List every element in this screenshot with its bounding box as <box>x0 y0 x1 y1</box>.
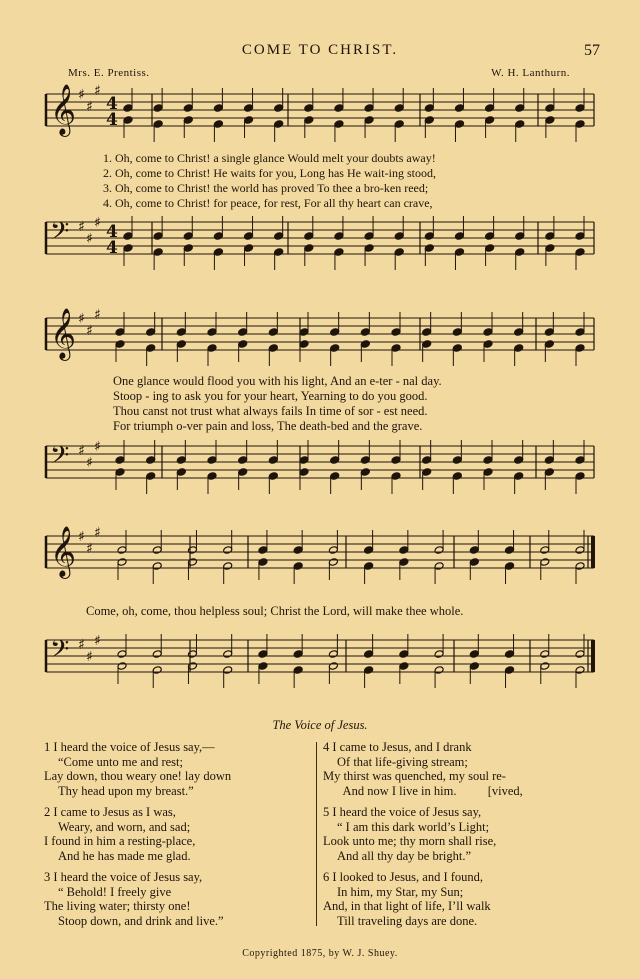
note-head <box>544 340 554 349</box>
copyright-notice: Copyrighted 1875, by W. J. Shuey. <box>242 948 398 959</box>
note-head <box>213 104 223 113</box>
note-head <box>123 232 133 241</box>
note-head <box>360 328 370 337</box>
note-head <box>258 650 268 659</box>
system1-verses <box>103 151 583 211</box>
sharp-icon: ♯ <box>94 525 101 541</box>
note-head <box>207 472 217 481</box>
note-head <box>424 104 434 113</box>
note-head <box>176 328 186 337</box>
note-head <box>394 232 404 241</box>
note-head <box>483 468 493 477</box>
note-head <box>394 104 404 113</box>
note-head <box>452 456 462 465</box>
note-head <box>334 104 344 113</box>
note-head <box>422 468 432 477</box>
sharp-icon: ♯ <box>94 84 101 99</box>
note-head <box>364 116 374 125</box>
note-head <box>258 662 268 671</box>
note-head <box>391 344 401 353</box>
page-number: 57 <box>584 42 600 59</box>
note-head <box>187 662 197 671</box>
note-head <box>330 328 340 337</box>
note-head <box>364 244 374 253</box>
note-head <box>364 650 374 659</box>
note-head <box>540 546 550 555</box>
note-head <box>213 120 223 129</box>
note-head <box>434 666 444 675</box>
poem-stanza: 3 I heard the voice of Jesus say, “ Behold! I freely give The living water; thirsty one! Stoop down, and drink and live.” <box>44 870 224 928</box>
note-head <box>207 344 217 353</box>
note-head <box>328 650 338 659</box>
note-head <box>183 232 193 241</box>
note-head <box>274 232 284 241</box>
note-head <box>515 104 525 113</box>
note-head <box>514 472 524 481</box>
note-head <box>153 104 163 113</box>
hymn-title: COME TO CHRIST. <box>241 42 399 58</box>
note-head <box>544 468 554 477</box>
note-head <box>399 546 409 555</box>
time-signature-top: 4 <box>106 222 118 242</box>
note-head <box>575 472 585 481</box>
sharp-icon: ♯ <box>86 649 93 665</box>
note-head <box>575 344 585 353</box>
note-head <box>469 558 479 567</box>
note-head <box>485 116 495 125</box>
treble-clef-icon: 𝄞 <box>50 526 77 577</box>
verse-line: Thou canst not trust what always fails In time of sor - est need. <box>113 404 428 418</box>
note-head <box>575 546 585 555</box>
sharp-icon: ♯ <box>94 215 101 231</box>
note-head <box>153 232 163 241</box>
poem-stanza: 6 I looked to Jesus, and I found, In him, my Star, my Sun; And, in that light of life, I’ll walk Till traveling days are done. <box>323 870 491 928</box>
note-head <box>454 248 464 257</box>
note-head <box>434 650 444 659</box>
note-head <box>422 340 432 349</box>
note-head <box>575 120 585 129</box>
sharp-icon: ♯ <box>86 323 93 339</box>
poem-stanza: 2 I came to Jesus as I was, Weary, and worn, and sad; I found in him a resting-place, And he has made me glad. <box>44 805 196 863</box>
sharp-icon: ♯ <box>86 455 93 471</box>
note-head <box>364 232 374 241</box>
system1-treble-staff <box>0 84 640 146</box>
time-signature-bottom: 4 <box>106 110 118 130</box>
note-head <box>258 546 268 555</box>
note-head <box>223 666 233 675</box>
note-head <box>485 232 495 241</box>
note-head <box>258 558 268 567</box>
words-author: Mrs. E. Prentiss. <box>68 67 150 79</box>
note-head <box>223 650 233 659</box>
note-head <box>540 662 550 671</box>
note-head <box>117 662 127 671</box>
note-head <box>176 456 186 465</box>
poem-left-column <box>44 740 310 935</box>
note-head <box>540 558 550 567</box>
verse-line: Stoop - ing to ask you for your heart, Yearning to do you good. <box>113 389 428 403</box>
note-head <box>544 328 554 337</box>
note-head <box>330 456 340 465</box>
poem-title: The Voice of Jesus. <box>272 718 368 732</box>
note-head <box>399 558 409 567</box>
note-head <box>123 116 133 125</box>
note-head <box>146 344 156 353</box>
note-head <box>334 248 344 257</box>
note-head <box>505 562 515 571</box>
note-head <box>115 328 125 337</box>
note-head <box>268 328 278 337</box>
note-head <box>176 468 186 477</box>
note-head <box>452 344 462 353</box>
refrain-text: Come, oh, come, thou helpless soul; Christ the Lord, will make thee whole. <box>86 604 464 618</box>
note-head <box>422 328 432 337</box>
note-head <box>153 120 163 129</box>
note-head <box>545 244 555 253</box>
note-head <box>424 116 434 125</box>
time-signature-top: 4 <box>106 94 118 114</box>
system3-bass-staff <box>0 618 640 700</box>
note-head <box>424 244 434 253</box>
note-head <box>207 456 217 465</box>
column-divider <box>316 742 317 926</box>
note-head <box>328 546 338 555</box>
note-head <box>183 244 193 253</box>
note-head <box>268 344 278 353</box>
note-head <box>422 456 432 465</box>
note-head <box>176 340 186 349</box>
note-head <box>117 558 127 567</box>
poem-right-column <box>323 740 595 935</box>
sharp-icon: ♯ <box>78 311 85 327</box>
verse-line: 2. Oh, come to Christ! He waits for you, Long has He wait-ing stood, <box>103 166 436 180</box>
note-head <box>187 650 197 659</box>
verse-line: For triumph o-ver pain and loss, The death-bed and the grave. <box>113 419 423 433</box>
note-head <box>115 468 125 477</box>
note-head <box>434 546 444 555</box>
note-head <box>483 328 493 337</box>
note-head <box>452 328 462 337</box>
note-head <box>360 456 370 465</box>
note-head <box>187 558 197 567</box>
note-head <box>483 456 493 465</box>
note-head <box>244 116 254 125</box>
note-head <box>274 120 284 129</box>
bass-clef-icon: 𝄢 <box>50 635 70 670</box>
note-head <box>183 116 193 125</box>
note-head <box>469 650 479 659</box>
note-head <box>146 472 156 481</box>
note-head <box>424 232 434 241</box>
note-head <box>454 120 464 129</box>
note-head <box>244 232 254 241</box>
note-head <box>152 562 162 571</box>
note-head <box>293 562 303 571</box>
page-header <box>0 42 640 62</box>
note-head <box>334 232 344 241</box>
note-head <box>575 666 585 675</box>
note-head <box>207 328 217 337</box>
verse-line: 3. Oh, come to Christ! the world has proved To thee a bro-ken reed; <box>103 181 429 195</box>
note-head <box>117 650 127 659</box>
note-head <box>483 340 493 349</box>
note-head <box>364 104 374 113</box>
note-head <box>514 328 524 337</box>
note-head <box>274 104 284 113</box>
system3-treble-staff <box>0 520 640 596</box>
note-head <box>515 232 525 241</box>
note-head <box>394 120 404 129</box>
sharp-icon: ♯ <box>94 633 101 649</box>
note-head <box>238 468 248 477</box>
system2-verses <box>113 374 583 434</box>
verse-line: One glance would flood you with his light, And an e-ter - nal day. <box>113 374 442 388</box>
note-head <box>328 662 338 671</box>
bass-clef-icon: 𝄢 <box>50 217 70 252</box>
note-head <box>123 104 133 113</box>
note-head <box>334 120 344 129</box>
sharp-icon: ♯ <box>86 99 93 115</box>
note-head <box>238 456 248 465</box>
sharp-icon: ♯ <box>94 307 101 323</box>
note-head <box>575 456 585 465</box>
note-head <box>391 328 401 337</box>
note-head <box>544 456 554 465</box>
sharp-icon: ♯ <box>94 439 101 455</box>
note-head <box>213 248 223 257</box>
note-head <box>399 662 409 671</box>
note-head <box>469 546 479 555</box>
sharp-icon: ♯ <box>78 219 85 235</box>
note-head <box>244 244 254 253</box>
note-head <box>360 468 370 477</box>
note-head <box>223 546 233 555</box>
note-head <box>469 662 479 671</box>
note-head <box>575 232 585 241</box>
note-head <box>434 562 444 571</box>
note-head <box>364 546 374 555</box>
note-head <box>244 104 254 113</box>
note-head <box>399 650 409 659</box>
note-head <box>152 546 162 555</box>
sharp-icon: ♯ <box>78 637 85 653</box>
note-head <box>454 104 464 113</box>
note-head <box>268 472 278 481</box>
verse-line: 1. Oh, come to Christ! a single glance Would melt your doubts away! <box>103 151 436 165</box>
note-head <box>293 650 303 659</box>
note-head <box>515 248 525 257</box>
note-head <box>115 456 125 465</box>
treble-clef-icon: 𝄞 <box>50 84 77 135</box>
note-head <box>452 472 462 481</box>
note-head <box>330 344 340 353</box>
poem-stanza: 5 I heard the voice of Jesus say, “ I am this dark world’s Light; Look unto me; thy morn shall rise, And all thy day be bright.” <box>323 805 497 863</box>
note-head <box>485 244 495 253</box>
note-head <box>391 472 401 481</box>
poem-stanza: 4 I came to Jesus, and I drank Of that life-giving stream; My thirst was quenched, my soul re- And now I live in him. [vived, <box>323 740 523 798</box>
note-head <box>364 666 374 675</box>
poem-stanza: 1 I heard the voice of Jesus say,— “Come unto me and rest; Lay down, thou weary one! lay down Thy head upon my breast.” <box>44 740 232 798</box>
note-head <box>274 248 284 257</box>
time-signature-bottom: 4 <box>106 238 118 258</box>
note-head <box>485 104 495 113</box>
note-head <box>360 340 370 349</box>
note-head <box>514 344 524 353</box>
sharp-icon: ♯ <box>78 87 85 103</box>
note-head <box>238 340 248 349</box>
note-head <box>575 248 585 257</box>
sharp-icon: ♯ <box>86 231 93 247</box>
note-head <box>545 104 555 113</box>
bass-clef-icon: 𝄢 <box>50 441 70 476</box>
note-head <box>304 244 314 253</box>
system1-bass-staff <box>0 210 640 284</box>
system2-bass-staff <box>0 430 640 506</box>
note-head <box>187 546 197 555</box>
music-composer: W. H. Lanthurn. <box>491 67 570 79</box>
note-head <box>123 244 133 253</box>
note-head <box>545 116 555 125</box>
note-head <box>152 666 162 675</box>
note-head <box>115 340 125 349</box>
note-head <box>505 546 515 555</box>
note-head <box>575 328 585 337</box>
note-head <box>117 546 127 555</box>
treble-clef-icon: 𝄞 <box>50 308 77 359</box>
sharp-icon: ♯ <box>78 443 85 459</box>
note-head <box>545 232 555 241</box>
note-head <box>394 248 404 257</box>
note-head <box>213 232 223 241</box>
note-head <box>364 562 374 571</box>
note-head <box>515 120 525 129</box>
note-head <box>153 248 163 257</box>
system2-treble-staff <box>0 302 640 376</box>
note-head <box>293 666 303 675</box>
note-head <box>268 456 278 465</box>
note-head <box>304 104 314 113</box>
note-head <box>575 562 585 571</box>
sharp-icon: ♯ <box>86 541 93 557</box>
note-head <box>146 328 156 337</box>
note-head <box>293 546 303 555</box>
verse-line: 4. Oh, come to Christ! for peace, for rest, For all thy heart can crave, <box>103 196 433 210</box>
note-head <box>304 232 314 241</box>
note-head <box>514 456 524 465</box>
note-head <box>454 232 464 241</box>
note-head <box>505 650 515 659</box>
note-head <box>330 472 340 481</box>
note-head <box>304 116 314 125</box>
note-head <box>540 650 550 659</box>
note-head <box>152 650 162 659</box>
note-head <box>238 328 248 337</box>
note-head <box>146 456 156 465</box>
sharp-icon: ♯ <box>78 529 85 545</box>
note-head <box>391 456 401 465</box>
note-head <box>505 666 515 675</box>
note-head <box>575 104 585 113</box>
note-head <box>223 562 233 571</box>
note-head <box>328 558 338 567</box>
note-head <box>575 650 585 659</box>
note-head <box>183 104 193 113</box>
